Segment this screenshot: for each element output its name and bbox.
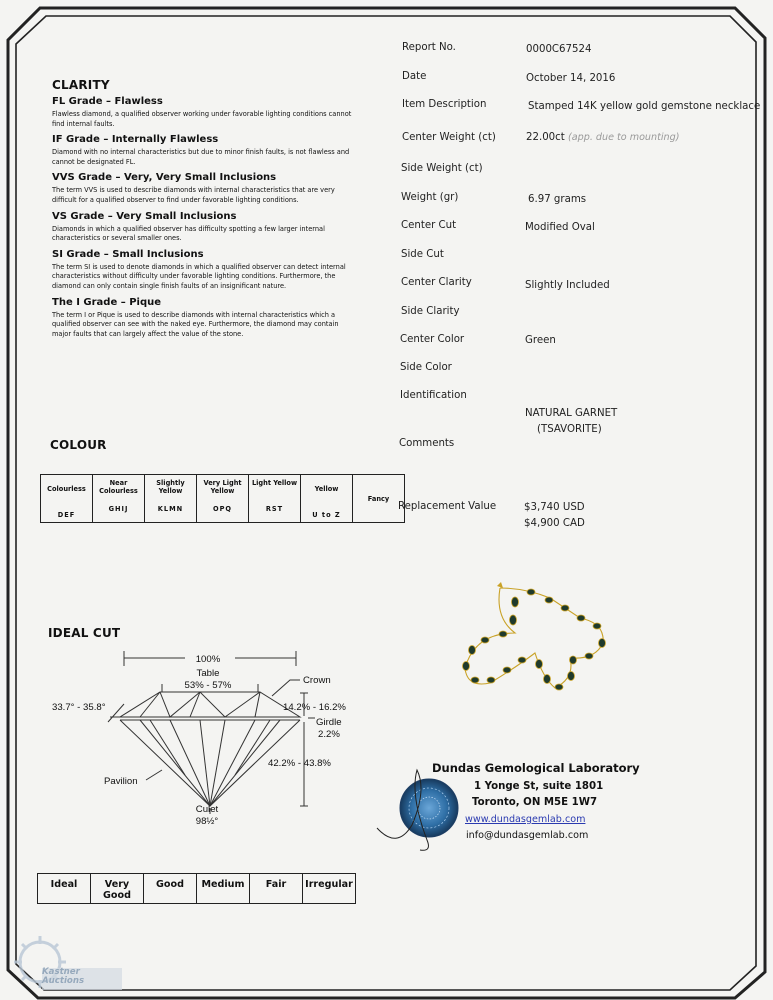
ideal-cut-title: IDEAL CUT: [48, 626, 121, 640]
field-label: Center Weight (ct): [402, 132, 496, 143]
field-label: Center Cut: [401, 220, 457, 231]
grade-desc: Diamond with no internal characteristics but due to minor finish faults, is not flawless and cannot be designated FL.: [52, 148, 350, 166]
colour-cell-name: Near Colourless: [99, 479, 138, 495]
lab-address-line1: 1 Yonge St, suite 1801: [474, 781, 604, 792]
item-description: Stamped 14K yellow gold gemstone necklace: [528, 101, 761, 112]
field-label: Item Description: [402, 99, 487, 110]
report-date: October 14, 2016: [526, 73, 616, 84]
field-label: Side Color: [400, 362, 452, 373]
field-label: Side Weight (ct): [401, 163, 483, 174]
crown-label: Crown: [303, 675, 331, 686]
lab-email: info@dundasgemlab.com: [466, 830, 589, 841]
grade-title: SI Grade – Small Inclusions: [52, 248, 204, 260]
cut-grade-cell: Very Good: [91, 874, 144, 904]
center-weight: [526, 132, 679, 143]
center-weight-note: (app. due to mounting): [568, 132, 680, 143]
table-range: 53% - 57%: [184, 680, 232, 691]
identification-variety: (TSAVORITE): [537, 424, 602, 435]
lab-address-line2: Toronto, ON M5E 1W7: [472, 797, 598, 808]
identification-value: NATURAL GARNET: [525, 408, 618, 419]
center-color: Green: [525, 335, 556, 346]
cut-grade-cell: Irregular: [303, 874, 356, 904]
watermark-text: Kastner Auctions: [42, 967, 85, 986]
replacement-label: Replacement Value: [398, 501, 497, 512]
colour-cell-name: Fancy: [367, 494, 390, 503]
lab-name: Dundas Gemological Laboratory: [432, 761, 640, 775]
clarity-title: CLARITY: [52, 78, 110, 92]
colour-cell-name: Yellow: [314, 485, 339, 493]
field-label: Center Clarity: [401, 277, 472, 288]
colour-cell-name: Light Yellow: [251, 479, 298, 487]
colour-cell-name: Slightly Yellow: [156, 479, 185, 495]
grade-title: IF Grade – Internally Flawless: [52, 134, 219, 146]
colour-cell-range: DEF: [57, 511, 76, 519]
colour-cell-name: Colourless: [47, 485, 86, 493]
cut-grade-table: [37, 873, 356, 904]
field-label: Identification: [400, 390, 467, 401]
grade-title: VVS Grade – Very, Very Small Inclusions: [52, 172, 277, 184]
field-label: Side Clarity: [401, 306, 460, 317]
colour-title: COLOUR: [50, 438, 107, 452]
colour-cell-range: RST: [265, 505, 284, 513]
replacement-cad: $4,900 CAD: [524, 518, 585, 529]
replacement-usd: $3,740 USD: [524, 502, 585, 513]
weight-grams: 6.97 grams: [528, 194, 587, 205]
colour-cell-range: GHIJ: [108, 505, 129, 513]
cut-grade-cell: Medium: [197, 874, 250, 904]
pavilion-label: Pavilion: [104, 776, 138, 787]
colour-cell-range: OPQ: [212, 505, 233, 513]
grade-desc: The term SI is used to denote diamonds in which a qualified observer can detect internal characteristics without difficulty under favorable lighting conditions. Furthermore, the diamond can only contain single finish faults of an insignificant nature.: [52, 262, 346, 290]
report-number: 0000C67524: [526, 44, 592, 55]
center-clarity: Slightly Included: [525, 280, 610, 291]
girdle-value: 2.2%: [318, 729, 340, 740]
grade-title: FL Grade – Flawless: [52, 96, 163, 107]
grade-desc: Diamonds in which a qualified observer has difficulty spotting a few larger internal characteristics or several smaller ones.: [52, 224, 325, 243]
pavilion-depth-range: 42.2% - 43.8%: [268, 758, 331, 769]
center-cut: Modified Oval: [525, 222, 595, 233]
table-label: Table: [196, 668, 220, 679]
girdle-label: Girdle: [316, 717, 342, 728]
necklace-photo: [455, 578, 615, 703]
grade-title: The I Grade – Pique: [52, 296, 162, 308]
lab-website-link[interactable]: www.dundasgemlab.com: [465, 814, 586, 825]
field-label: Report No.: [402, 42, 456, 53]
crown-height-range: 14.2% - 16.2%: [283, 702, 346, 713]
crown-angle-label: 33.7° - 35.8°: [52, 702, 106, 713]
grade-desc: Flawless diamond, a qualified observer working under favorable lighting conditions cannot find internal faults.: [52, 110, 352, 128]
colour-cell-range: KLMN: [157, 505, 184, 513]
colour-cell-range: U to Z: [312, 511, 341, 519]
cut-grade-cell: Fair: [250, 874, 303, 904]
center-weight-value: 22.00ct: [526, 132, 565, 143]
grade-desc: The term I or Pique is used to describe diamonds with internal characteristics which a qualified observer can see with the naked eye. Furthermore, the diamond may contain major faults that can largely affect the value of the stone.: [52, 310, 339, 338]
field-label: Date: [402, 71, 427, 82]
colour-cell-name: Very Light Yellow: [203, 479, 242, 495]
culet-label: Culet: [195, 804, 219, 815]
field-label: Weight (gr): [401, 192, 459, 203]
comments-label: Comments: [399, 438, 455, 449]
culet-value: 98½°: [195, 816, 219, 827]
field-label: Side Cut: [401, 249, 444, 260]
cut-grade-cell: Ideal: [38, 874, 91, 904]
grade-desc: The term VVS is used to describe diamonds with internal characteristics that are very difficult for a qualified observer to find under favorable lighting conditions.: [52, 186, 335, 204]
width-label: 100%: [195, 654, 221, 665]
cut-grade-cell: Good: [144, 874, 197, 904]
field-label: Center Color: [400, 334, 465, 345]
grade-title: VS Grade – Very Small Inclusions: [52, 210, 237, 222]
